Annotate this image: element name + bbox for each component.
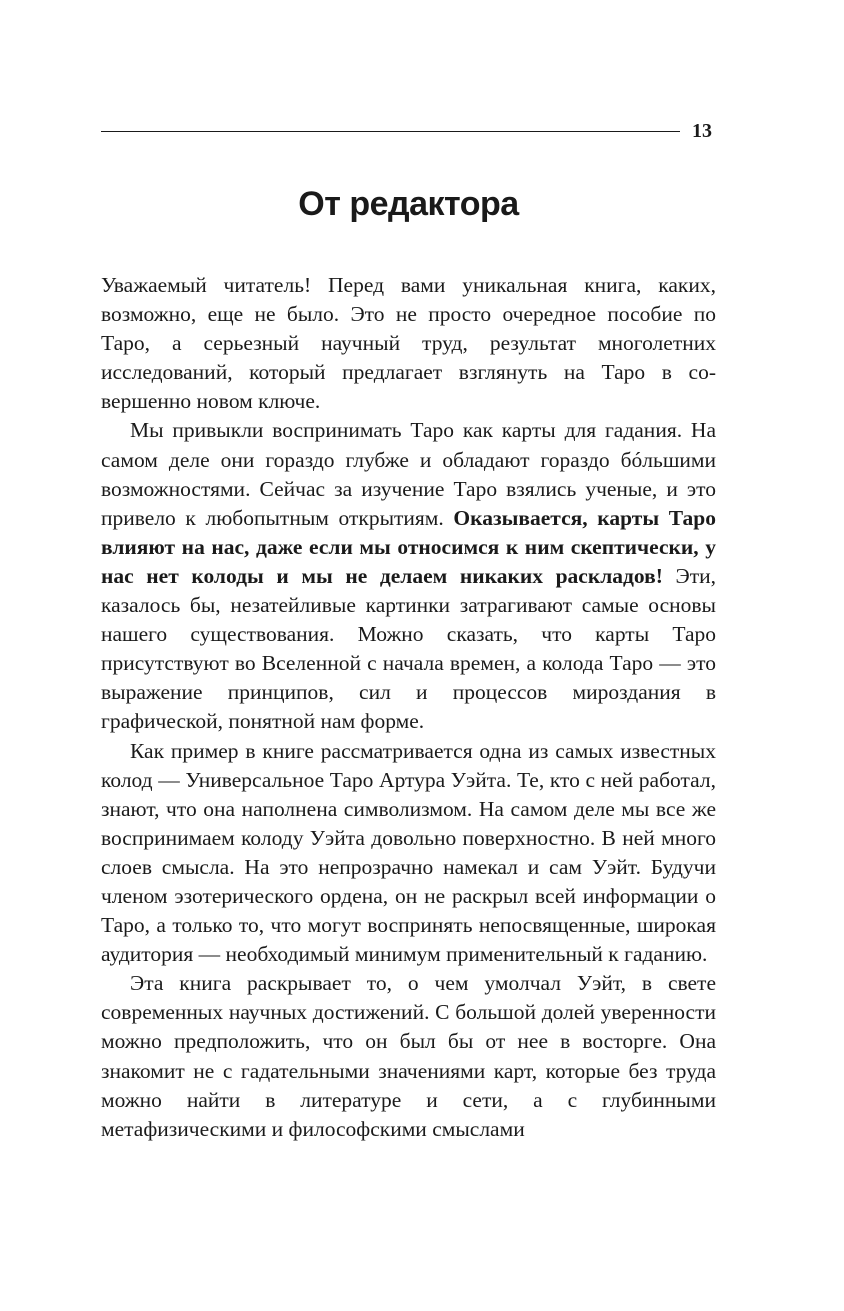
header-rule	[101, 131, 680, 132]
paragraph-1: Уважаемый читатель! Перед вами уникальная книга, каких, возможно, еще не было. Это не просто очередное пособие по Таро, а серьезный научный труд, результат многолетних исследований, который предлагает взглянуть на Таро в совершенно новом ключе.	[101, 273, 716, 414]
body-text	[101, 271, 716, 1144]
chapter-title: От редактора	[298, 185, 519, 223]
paragraph-2-bold-text: Оказывается, карты Таро влияют на нас, даже если мы относимся к ним скептически, у нас нет колоды и мы не делаем никаких раскладов!	[101, 505, 716, 588]
paragraph-2	[101, 416, 716, 736]
paragraph-4: Эта книга раскрывает то, о чем умолчал Уэйт, в свете современных научных достижений. С большой долей уверенности можно предположить, что он был бы от нее в восторге. Она знакомит не с гадательными значениями карт, которые без труда можно найти в литературе и сети, а с глубинными метафизическими и философскими смыслами	[101, 971, 716, 1141]
page-number: 13	[692, 120, 712, 142]
paragraph-3: Как пример в книге рассматривается одна из самых известных колод — Универсальное Таро Артура Уэйта. Те, кто с ней работал, знают, что она наполнена символизмом. На самом деле мы все же воспринимаем колоду Уэйта довольно поверхностно. В ней много слоев смысла. На это непрозрачно намекал и сам Уэйт. Будучи членом эзотерического ордена, он не раскрыл всей информации о Таро, а только то, что могут воспринять непосвященные, широкая аудитория — необходимый минимум применительный к гаданию.	[101, 738, 716, 967]
paragraph-2-text-before: Мы привыкли воспринимать Таро как карты для гадания. На самом деле они гораздо глубже и обладают гораздо бóльшими возможностями. Сейчас за изучение Таро взялись ученые, и это привело к любопытным открытиям.	[101, 418, 716, 530]
paragraph-2-text-after: Эти, казалось бы, незатейливые картинки затрагивают самые основы нашего существования. Можно сказать, что карты Таро присутствуют во Вселенной с начала времен, а колода Таро — это выражение принципов, сил и процессов мироздания в графической, понятной нам форме.	[101, 563, 716, 734]
